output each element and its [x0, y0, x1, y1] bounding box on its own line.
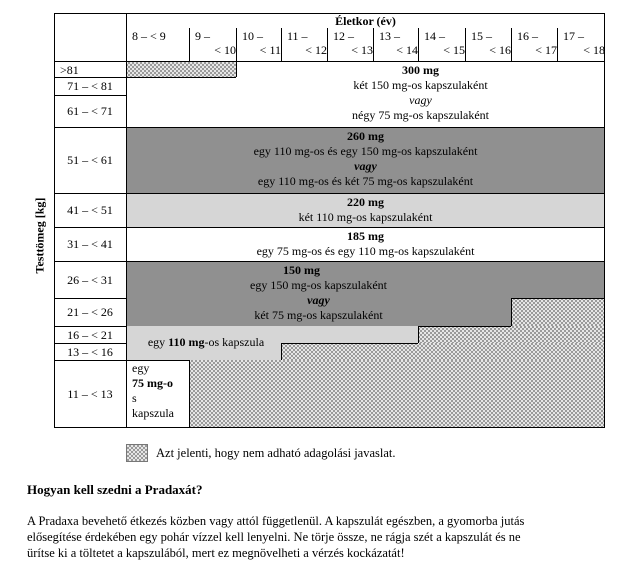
section-heading: Hogyan kell szedni a Pradaxát? — [27, 482, 203, 497]
dose-110-block — [126, 335, 286, 350]
age-axis-title: Életkor (év) — [335, 14, 396, 28]
weight-row-label: 61 – < 71 — [67, 104, 113, 118]
age-col-header — [376, 29, 418, 57]
age-col-from: 14 – — [424, 29, 445, 43]
dose-260-value: 260 mg — [347, 129, 384, 143]
dose-75-l4: kapszula — [132, 406, 174, 420]
dose-185-line1: egy 75 mg-os és egy 110 mg-os kapszulaként — [256, 244, 475, 258]
weight-row-label: >81 — [60, 63, 79, 77]
dose-185-block — [126, 229, 605, 259]
dose-150-line1: egy 150 mg-os kapszulaként — [250, 278, 387, 292]
age-col-header — [468, 29, 511, 57]
dose-75-l3: s — [132, 391, 137, 405]
age-col-from: 13 – — [379, 29, 400, 43]
legend-hatch-swatch — [126, 444, 148, 462]
dose-220-line1: két 110 mg-os kapszulaként — [298, 210, 433, 224]
age-col-to: < 12 — [305, 43, 327, 57]
age-col-to: < 13 — [351, 43, 373, 57]
age-col-to: < 11 — [259, 43, 281, 57]
age-col-header — [514, 29, 557, 57]
age-col-to: < 15 — [443, 43, 465, 57]
weight-axis-label: Testtömeg [kg] — [32, 197, 47, 274]
dose-300-or: vagy — [409, 93, 432, 107]
age-col-header — [192, 29, 236, 57]
weight-row-label: 41 – < 51 — [67, 203, 113, 217]
age-col-to: < 16 — [489, 43, 511, 57]
dose-300-value: 300 mg — [402, 63, 439, 77]
weight-row-label: 13 – < 16 — [67, 345, 113, 359]
dose-75-block — [132, 361, 188, 421]
age-col-header — [284, 29, 327, 57]
age-col-from: 9 – — [195, 29, 210, 43]
dose-260-line1: egy 110 mg-os és egy 150 mg-os kapszulaként — [253, 144, 478, 158]
age-col-from: 11 – — [287, 29, 308, 43]
age-col-header — [560, 29, 605, 57]
age-col-from: 16 – — [517, 29, 538, 43]
dose-110-pre: egy — [147, 335, 169, 349]
weight-row-label: 11 – < 13 — [67, 387, 113, 401]
age-col-header — [129, 29, 189, 43]
dose-110-value: 110 mg — [168, 335, 205, 349]
weight-row-label: 71 – < 81 — [67, 79, 113, 93]
age-col-from: 10 – — [242, 29, 263, 43]
dose-75-l1: egy — [132, 361, 150, 375]
age-col-header — [421, 29, 465, 57]
dose-220-block — [126, 195, 605, 225]
legend-text: Azt jelenti, hogy nem adható adagolási javaslat. — [156, 446, 396, 460]
age-col-to: < 10 — [214, 43, 236, 57]
dose-75-l2: 75 mg-o — [132, 376, 173, 390]
age-col-from: 8 – < 9 — [132, 29, 166, 43]
dose-150-value: 150 mg — [283, 263, 320, 277]
paragraph-line-3: ürítse ki a töltetet a kapszulából, mert ez megnövelheti a vérzés kockázatát! — [27, 546, 405, 560]
age-col-from: 17 – — [563, 29, 584, 43]
dose-260-block — [126, 129, 605, 189]
paragraph-line-1: A Pradaxa bevehető étkezés közben vagy attól függetlenül. A kapszulát egészben, a gyomorba jutás — [27, 514, 525, 528]
weight-row-label: 16 – < 21 — [67, 328, 113, 342]
age-col-to: < 14 — [396, 43, 418, 57]
age-col-header — [239, 29, 281, 57]
dose-150-block — [126, 263, 511, 323]
paragraph-line-2: elősegítése érdekében egy pohár vízzel kell lenyelni. Ne törje össze, ne rágja szét a kapszulát és ne — [27, 530, 521, 544]
dose-300-line2: négy 75 mg-os kapszulaként — [352, 108, 489, 122]
weight-row-label: 21 – < 26 — [67, 305, 113, 319]
dose-300-line1: két 150 mg-os kapszulaként — [353, 78, 488, 92]
age-col-to: < 18 — [583, 43, 605, 57]
weight-row-label: 26 – < 31 — [67, 273, 113, 287]
dose-150-line2: két 75 mg-os kapszulaként — [254, 308, 383, 322]
dose-300-block — [236, 63, 605, 123]
dose-260-line2: egy 110 mg-os és két 75 mg-os kapszulaként — [257, 174, 474, 188]
age-col-from: 15 – — [471, 29, 492, 43]
dose-220-value: 220 mg — [347, 195, 384, 209]
dose-260-or: vagy — [354, 159, 377, 173]
age-col-to: < 17 — [535, 43, 557, 57]
dose-110-post: -os kapszula — [204, 335, 265, 349]
weight-row-label: 31 – < 41 — [67, 237, 113, 251]
age-col-from: 12 – — [333, 29, 354, 43]
section-paragraph — [27, 513, 617, 561]
dose-150-or: vagy — [307, 293, 330, 307]
age-col-header — [330, 29, 373, 57]
weight-row-label: 51 – < 61 — [67, 153, 113, 167]
dose-185-value: 185 mg — [347, 229, 384, 243]
